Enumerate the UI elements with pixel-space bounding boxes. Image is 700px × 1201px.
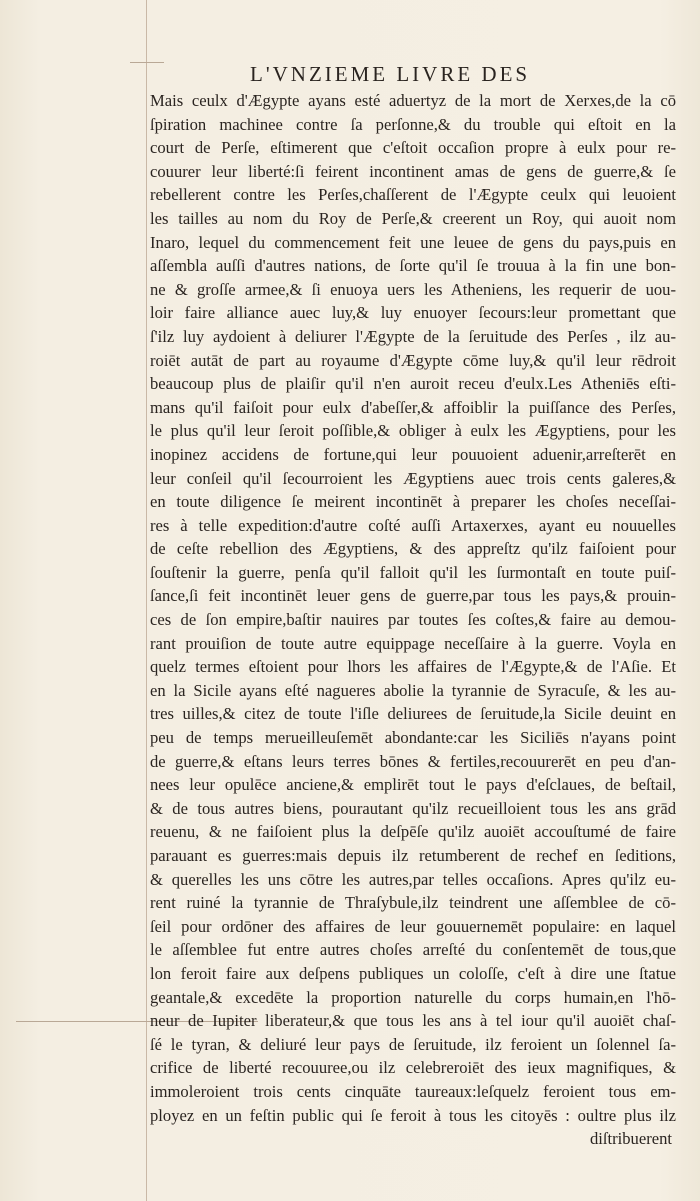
body-text — [150, 89, 676, 1151]
text-line: mans qu'il faiſoit pour eulx d'abeſſer,& affoiblir la puiſſance des Perſes, — [150, 397, 676, 417]
text-line: les tailles au nom du Roy de Perſe,& creerent un Roy, qui auoit nom — [150, 208, 676, 228]
text-line: crifice de liberté recouuree,ou ilz celebreroiēt des ieux magnifiques, & — [150, 1058, 676, 1078]
text-line: rant prouiſion de toute autre equippage neceſſaire à la guerre. Voyla en — [150, 633, 676, 653]
text-line: loir faire alliance auec luy,& luy enuoyer ſecours:leur promettant que — [150, 303, 676, 323]
text-line: peu de temps merueilleuſemēt abondante:car les Siciliēs n'ayans point — [150, 728, 676, 748]
text-line: leur conſeil qu'il ſecourroient les Ægyptiens auec trois cents galeres,& — [150, 468, 676, 488]
text-line: de guerre,& eſtans leurs terres bōnes & fertiles,recouurerēt en peu d'an- — [150, 751, 676, 771]
text-line: ployez en un feſtin public qui ſe feroit à tous les citoyēs : oultre plus ilz — [150, 1105, 676, 1125]
text-line: & querelles les uns cōtre les autres,par telles occaſions. Apres qu'ilz eu- — [150, 869, 676, 889]
text-line: parauant es guerres:mais depuis ilz retumberent de rechef en ſeditions, — [150, 846, 676, 865]
text-line: neur de Iupiter liberateur,& que tous les ans à tel iour qu'il auoiēt chaſ- — [150, 1011, 676, 1031]
text-line: immoleroient trois cents cinquāte taureaux:leſquelz feroient tous em- — [150, 1081, 676, 1101]
text-line: ces de ſon empire,baſtir nauires par toutes ſes coſtes,& faire au demou- — [150, 610, 676, 630]
text-line: & de tous autres biens, pourautant qu'ilz recueilloient tous les ans grād — [150, 798, 676, 818]
text-line: beaucoup plus de plaiſir qu'il n'en auroit receu d'eulx.Les Atheniēs eſti- — [150, 374, 676, 394]
text-line: inopinez accidens de fortune,qui leur pouuoient aduenir,arreſterēt en — [150, 444, 676, 464]
text-line: couurer leur liberté:ſi feirent incontinent amas de gens de guerre,& ſe — [150, 161, 676, 181]
text-line: ſpiration machinee contre ſa perſonne,& du trouble qui eſtoit en la — [150, 114, 676, 134]
running-head: L'VNZIEME LIVRE DES — [250, 62, 531, 86]
text-line: quelz termes eſtoient pour lhors les affaires de l'Ægypte,& de l'Aſie. Et — [150, 657, 676, 677]
text-line: le aſſemblee fut entre autres choſes arreſté du conſentemēt de tous,que — [150, 940, 676, 960]
text-line: geantale,& excedēte la proportion naturelle du corps humain,en l'hō- — [150, 987, 676, 1007]
text-line: le plus qu'il leur ſeroit poſſible,& obliger à eulx les Ægyptiens, pour les — [150, 421, 676, 441]
text-line: ne & groſſe armee,& ſi enuoya uers les Atheniens, les requerir de uou- — [150, 279, 676, 299]
text-line: reuenu, & ne faiſoient plus la deſpēſe qu'ilz auoiēt accouſtumé de faire — [150, 822, 676, 842]
catchword-line: diſtribuerent — [589, 1129, 672, 1149]
text-line: lon feroit faire aux deſpens publiques un coloſſe, c'eſt à dire une ſtatue — [150, 963, 676, 983]
text-line: aſſembla auſſi d'autres nations, de ſorte qu'il ſe trouua à la fin une bon- — [150, 256, 676, 276]
text-line: Mais ceulx d'Ægypte ayans esté aduertyz de la mort de Xerxes,de la cō — [150, 91, 676, 110]
text-line: en toute diligence ſe meirent incontinēt à preparer les choſes neceſſai- — [150, 492, 676, 512]
text-line: tres uilles,& citez de toute l'iſle deliurees de ſeruitude,la Sicile deuint en — [150, 704, 676, 724]
text-line: Inaro, lequel du commencement feit une leuee de gens du pays,puis en — [150, 232, 676, 252]
text-line: rebellerent contre les Perſes,chaſſerent de l'Ægypte ceulx qui leuoient — [150, 185, 676, 205]
text-line: court de Perſe, eſtimerent que c'eſtoit occaſion propre à eulx pour re- — [150, 138, 676, 158]
text-line: rent ruiné la tyrannie de Thraſybule,ilz teindrent une aſſemblee de cō- — [150, 893, 676, 913]
text-line: ſance,ſi feit incontinēt leuer gens de guerre,par tous les pays,& prouin- — [150, 586, 676, 606]
text-line: nees leur opulēce anciene,& emplirēt tout le pays d'eſclaues, de beſtail, — [150, 775, 676, 795]
text-line: ſ'ilz luy aydoient à deliurer l'Ægypte de la ſeruitude des Perſes , ilz au- — [150, 326, 676, 346]
text-line: en la Sicile ayans eſté nagueres abolie la tyrannie de Syracuſe, & les au- — [150, 680, 676, 700]
text-line: roiēt autāt de part au royaume d'Ægypte cōme luy,& qu'il leur rēdroit — [150, 350, 676, 370]
text-line: ſouſtenir la guerre, penſa qu'il falloit qu'il les ſurmontaſt en toute puiſ- — [150, 562, 676, 582]
top-rule-mark — [130, 62, 164, 63]
text-line: ſeil pour ordōner des affaires de leur gouuernemēt populaire: en laquel — [150, 916, 676, 936]
text-line: res à telle expedition:d'autre coſté auſſi Artaxerxes, ayant eu nouuelles — [150, 515, 676, 535]
text-line: ſé le tyran, & deliuré leur pays de ſeruitude, ilz feroient un ſolennel ſa- — [150, 1034, 676, 1054]
text-line: de ceſte rebellion des Ægyptiens, & des appreſtz qu'ilz faiſoient pour — [150, 539, 676, 559]
